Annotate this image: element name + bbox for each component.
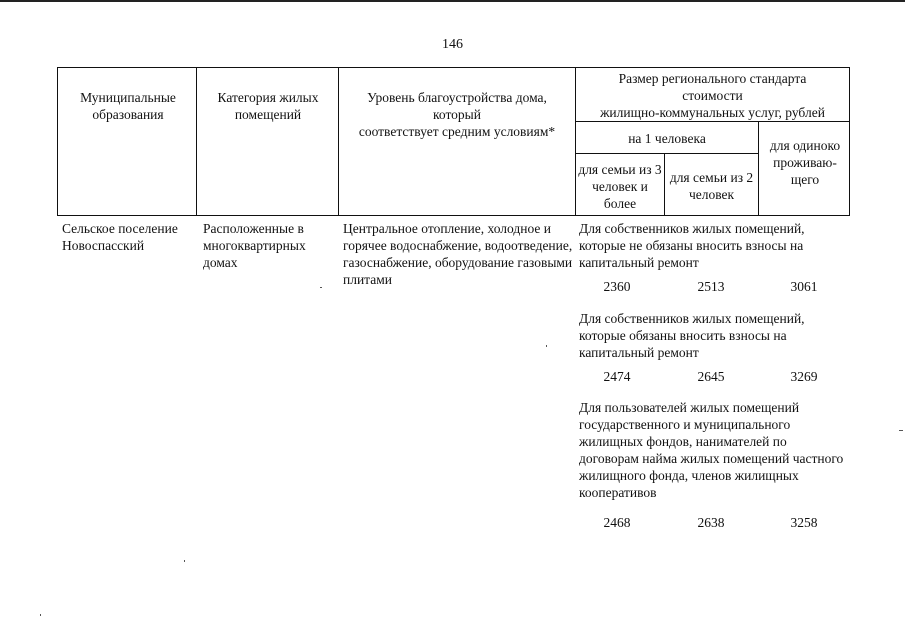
- header-family-2: для семьи из 2 человек: [669, 170, 754, 202]
- value-family-3: 2468: [603, 515, 631, 530]
- table-header-bottom-border: [57, 215, 850, 216]
- value-single: 3061: [790, 279, 818, 294]
- value-single: 3269: [790, 369, 818, 384]
- group-label: Для пользователей жилых помещений государственного и муниципального жилищных фондов, нанимателей по договорам найма жилых помещений частного жилищного фонда, членов жилищных кооперативов: [579, 400, 844, 500]
- page-number: 146: [442, 37, 463, 52]
- column-divider: [664, 153, 665, 215]
- header-standard: Размер регионального стандарта стоимости жилищно-коммунальных услуг, рублей: [600, 71, 825, 120]
- header-per-person: на 1 человека: [628, 131, 706, 146]
- scan-speck: [546, 345, 547, 347]
- standard-subheader-border: [575, 121, 850, 122]
- cell-category: Расположенные в многоквартирных домах: [203, 221, 306, 270]
- value-single: 3258: [790, 515, 818, 530]
- table-top-border: [57, 67, 850, 68]
- header-category: Категория жилых помещений: [217, 90, 319, 122]
- column-divider: [758, 121, 759, 215]
- value-family-3: 2474: [603, 369, 631, 384]
- scan-speck: [320, 287, 322, 288]
- cell-municipality: Сельское поселение Новоспасский: [62, 221, 178, 253]
- scan-speck: [40, 614, 41, 616]
- scan-speck: [899, 430, 903, 431]
- header-family-3: для семьи из 3 человек и более: [578, 162, 662, 211]
- column-divider: [196, 67, 197, 215]
- scan-border: [0, 0, 905, 2]
- table-left-border: [57, 67, 58, 215]
- per-person-subheader-border: [575, 153, 758, 154]
- scan-speck: [184, 560, 185, 562]
- value-family-2: 2645: [697, 369, 725, 384]
- column-divider: [338, 67, 339, 215]
- value-family-2: 2513: [697, 279, 725, 294]
- group-label: Для собственников жилых помещений, которые обязаны вносить взносы на капитальный ремонт: [579, 311, 805, 360]
- value-family-3: 2360: [603, 279, 631, 294]
- cell-level: Центральное отопление, холодное и горячее водоснабжение, водоотведение, газоснабжение, оборудование газовыми плитами: [343, 221, 573, 287]
- header-level: Уровень благоустройства дома, который соответствует средним условиям*: [358, 90, 556, 139]
- group-label: Для собственников жилых помещений, которые не обязаны вносить взносы на капитальный ремонт: [579, 221, 805, 270]
- table-right-border: [849, 67, 850, 215]
- header-single: для одиноко проживаю-щего: [769, 138, 841, 187]
- header-municipality: Муниципальные образования: [80, 90, 176, 122]
- value-family-2: 2638: [697, 515, 725, 530]
